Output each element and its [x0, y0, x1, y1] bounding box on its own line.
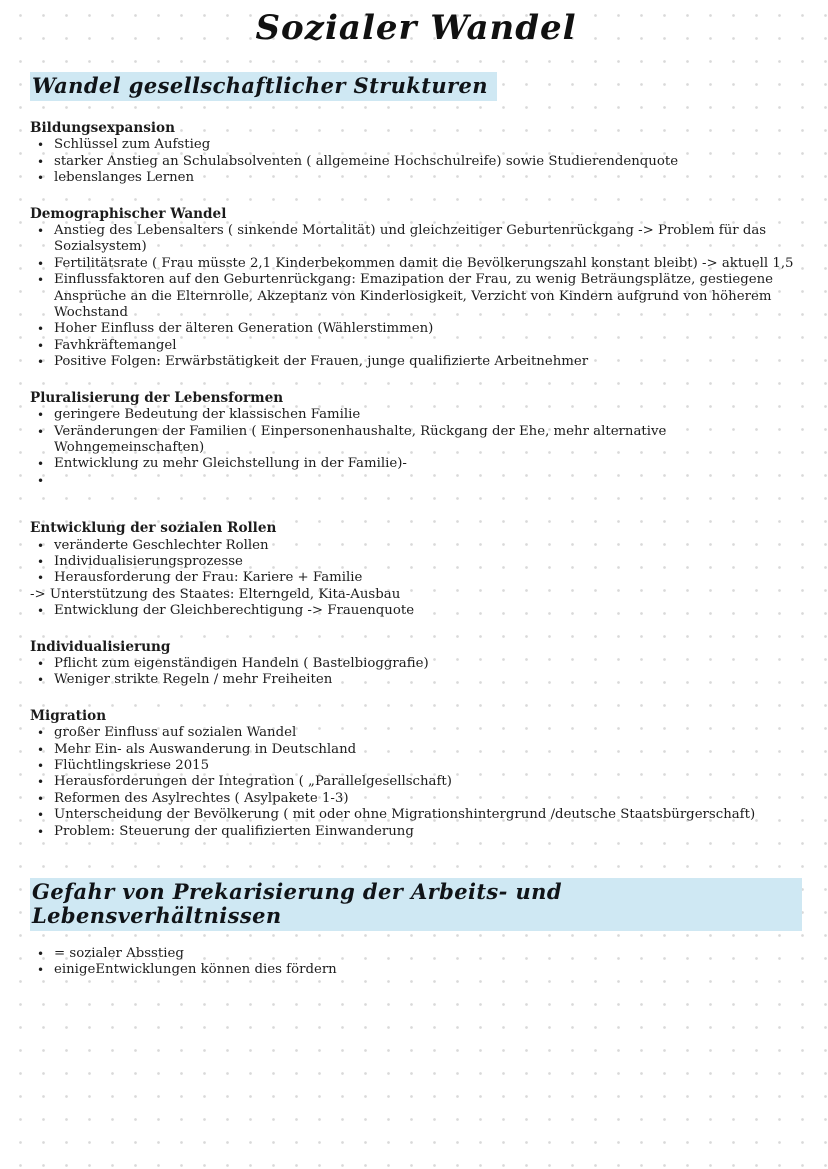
list-item: [30, 758, 802, 774]
bullet-marker: •: [37, 322, 45, 337]
list-item-text: einigeEntwicklungen können dies fördern: [54, 962, 337, 978]
list-item: [30, 570, 802, 586]
bullet-marker: •: [37, 673, 45, 688]
subsection-pluralisierung: [30, 390, 802, 489]
list-item-text: Favhkräftemangel: [54, 337, 177, 353]
list-item-text: Weniger strikte Regeln / mehr Freiheiten: [54, 672, 333, 688]
list-item: [30, 791, 802, 807]
subsection-title: Individualisierung: [30, 638, 171, 655]
bullet-marker: •: [37, 963, 45, 978]
list-item-text: geringere Bedeutung der klassischen Familie: [54, 407, 361, 423]
bullet-marker: •: [37, 775, 45, 790]
list-item-text: Flüchtlingskriese 2015: [54, 758, 210, 773]
subsection-title: Entwicklung der sozialen Rollen: [30, 520, 277, 537]
bullet-list: [30, 656, 802, 689]
list-item: [30, 354, 802, 370]
subsection-bildungsexpansion: [30, 120, 802, 187]
list-item: [30, 554, 802, 570]
bullet-marker: •: [37, 273, 45, 288]
document-title: Sozialer Wandel: [255, 8, 577, 48]
list-item: [30, 154, 802, 170]
bullet-marker: •: [37, 726, 45, 741]
subsection-individualisierung: [30, 639, 802, 689]
list-item-text: Unterscheidung der Bevölkerung ( mit oder ohne Migrationshintergrund /deutsche Staatsbürgerschaft): [54, 807, 756, 823]
list-item-text: Fertilitätsrate ( Frau müsste 2,1 Kinderbekommen damit die Bevölkerungszahl konstant bleibt) -> aktuell 1,5: [54, 255, 794, 271]
bullet-marker: •: [37, 138, 45, 153]
bullet-list: [30, 407, 802, 489]
list-item-text: Anstieg des Lebensalters ( sinkende Mortalität) und gleichzeitiger Geburtenrückgang -> Problem für das Sozialsystem): [54, 223, 767, 255]
list-item-text: = sozialer Absstieg: [54, 946, 184, 962]
list-item-text: großer Einfluss auf sozialen Wandel: [54, 725, 297, 741]
list-item: [30, 456, 802, 472]
bullet-marker: •: [37, 554, 45, 569]
list-item-text: Pflicht zum eigenständigen Handeln ( Bastelbioggrafie): [54, 655, 429, 671]
list-item-text: Schlüssel zum Aufstieg: [54, 137, 211, 153]
list-item-text: Entwicklung der Gleichberechtigung -> Frauenquote: [54, 603, 415, 619]
bullet-marker: •: [37, 538, 45, 553]
bullet-list: [30, 223, 802, 371]
list-item-text: lebenslanges Lernen: [54, 170, 195, 186]
bullet-marker: •: [37, 947, 45, 962]
bullet-list: [30, 946, 802, 979]
section-heading-prekarisierung: Gefahr von Prekarisierung der Arbeits- und Lebensverhältnissen: [30, 878, 802, 931]
list-item: [30, 407, 802, 423]
bullet-marker: •: [37, 473, 45, 488]
subsection-title: Demographischer Wandel: [30, 205, 227, 222]
list-item: [30, 338, 802, 354]
bullet-marker: •: [37, 808, 45, 823]
list-item: [30, 321, 802, 337]
list-item-text: veränderte Geschlechter Rollen: [54, 537, 269, 553]
list-item: [30, 603, 802, 619]
bullet-marker: •: [37, 759, 45, 773]
list-item: [30, 538, 802, 554]
bullet-list: [30, 538, 802, 620]
subsection-demographischer-wandel: [30, 206, 802, 371]
bullet-marker: •: [37, 408, 45, 423]
list-item: [30, 272, 802, 321]
section-1: [30, 72, 802, 101]
list-item-text: Reformen des Asylrechtes ( Asylpakete 1-3): [54, 790, 349, 806]
list-item-text: Hoher Einfluss der älteren Generation (Wählerstimmen): [54, 321, 434, 337]
bullet-marker: •: [37, 457, 45, 472]
list-item-empty: [30, 473, 802, 489]
list-item-text: Problem: Steuerung der qualifizierten Einwanderung: [54, 823, 414, 839]
list-item-text: [54, 473, 802, 489]
subsection-migration: [30, 708, 802, 840]
list-item-text: Entwicklung zu mehr Gleichstellung in der Familie)-: [54, 456, 407, 472]
bullet-list: [30, 725, 802, 840]
list-item-arrow-note: [30, 587, 802, 603]
list-item: [30, 742, 802, 758]
bullet-marker: •: [37, 256, 45, 271]
bullet-marker: •: [37, 656, 45, 671]
section-2: [30, 878, 802, 931]
list-item: [30, 774, 802, 790]
subsection-title: Pluralisierung der Lebensformen: [30, 389, 284, 406]
list-item-text: starker Anstieg an Schulabsolventen ( allgemeine Hochschulreife) sowie Studierendenquote: [54, 153, 679, 169]
bullet-marker: •: [37, 224, 45, 239]
list-item-text: Veränderungen der Familien ( Einpersonenhaushalte, Rückgang der Ehe, mehr alternative Wohngemeinschaften): [54, 423, 667, 455]
subsection-soziale-rollen: [30, 520, 802, 619]
section-heading-wandel-strukturen: Wandel gesellschaftlicher Strukturen: [30, 72, 497, 101]
list-item: [30, 807, 802, 823]
list-item: [30, 424, 802, 457]
bullet-marker: •: [37, 171, 45, 186]
bullet-marker: •: [37, 571, 45, 586]
list-item: [30, 725, 802, 741]
bullet-marker: •: [37, 338, 45, 353]
list-item-text: -> Unterstützung des Staates: Elterngeld, Kita-Ausbau: [30, 586, 401, 602]
list-item-text: Herausforderungen der Integration ( „Parallelgesellschaft): [54, 774, 452, 790]
list-item: [30, 946, 802, 962]
list-item: [30, 672, 802, 688]
bullet-marker: •: [37, 355, 45, 370]
list-item: [30, 656, 802, 672]
list-item-text: Positive Folgen: Erwärbstätigkeit der Frauen, junge qualifizierte Arbeitnehmer: [54, 354, 589, 370]
bullet-marker: •: [37, 742, 45, 757]
list-item-text: Einflussfaktoren auf den Geburtenrückgang: Emazipation der Frau, zu wenig Beträungsplätze, gestiegene Ansprüche an die Elternrolle, Akzeptanz von Kinderlosigkeit, Verzicht von Kindern aufgrund von höherem Wochstand: [54, 272, 774, 321]
bullet-marker: •: [37, 154, 45, 169]
list-item-text: Mehr Ein- als Auswanderung in Deutschland: [54, 741, 357, 757]
list-item: [30, 137, 802, 153]
list-item-text: Individualisierungsprozesse: [54, 553, 243, 569]
list-item: [30, 962, 802, 978]
list-item: [30, 170, 802, 186]
list-item-text: Herausforderung der Frau: Kariere + Familie: [54, 570, 363, 586]
bullet-marker: •: [37, 604, 45, 619]
list-item: [30, 256, 802, 272]
subsection-title: Bildungsexpansion: [30, 120, 175, 136]
subsection-title: Migration: [30, 707, 107, 724]
list-item: [30, 824, 802, 840]
bullet-marker: •: [37, 791, 45, 806]
list-item: [30, 223, 802, 256]
bullet-list: [30, 137, 802, 186]
bullet-marker: •: [37, 424, 45, 439]
bullet-marker: •: [37, 824, 45, 839]
